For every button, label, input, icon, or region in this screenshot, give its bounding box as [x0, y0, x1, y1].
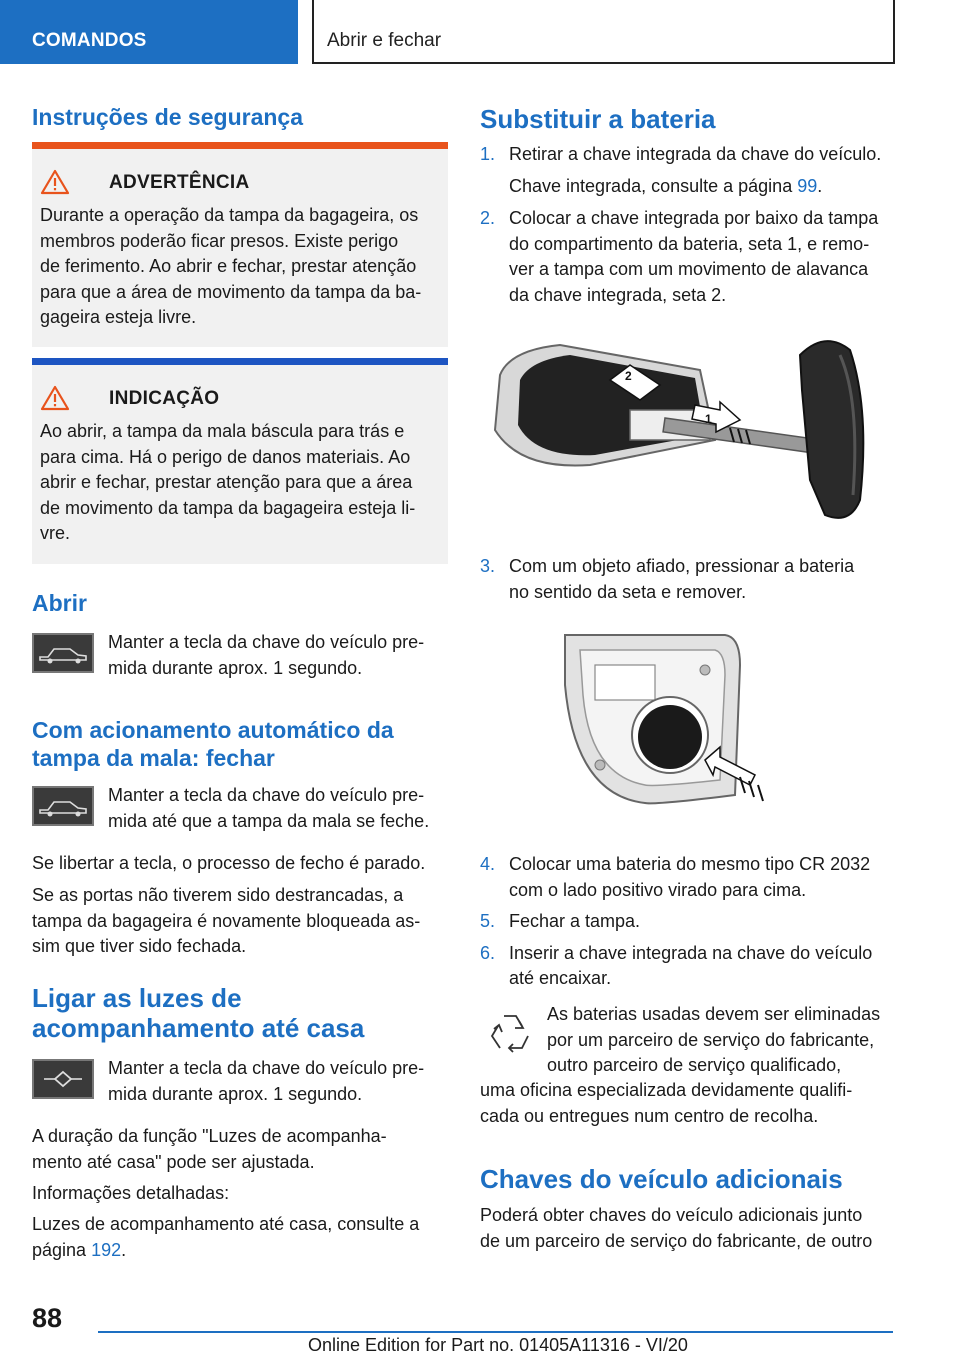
notice-line: para cima. Há o perigo de danos materiais. Ao [40, 446, 411, 467]
auto-line: Manter a tecla da chave do veículo pre- [108, 785, 425, 805]
details-label: Informações detalhadas: [32, 1183, 230, 1203]
warning-line: para que a área de movimento da tampa da ba- [40, 281, 422, 302]
duration-line: mento até casa" pode ser ajustada. [32, 1151, 315, 1172]
warning-line: membros poderão ficar presos. Existe perigo [40, 230, 399, 251]
lights-line: mida durante aprox. 1 segundo. [108, 1083, 363, 1104]
footer-divider [98, 1331, 893, 1333]
open-line: Manter a tecla da chave do veículo pre- [108, 632, 425, 652]
recycle-line: uma oficina especializada devidamente qualifi- [480, 1080, 853, 1100]
auto-close-text [108, 783, 448, 834]
step-number: 3. [480, 556, 496, 576]
notice-text [40, 419, 450, 547]
extra-keys-heading: Chaves do veículo adicionais [480, 1164, 843, 1194]
doors-line: sim que tiver sido fechada. [32, 936, 247, 956]
step-item [480, 941, 900, 992]
details-line: Luzes de acompanhamento até casa, consulte a [32, 1214, 420, 1234]
notice-line: abrir e fechar, prestar atenção para que a área [40, 472, 413, 492]
warning-line: de ferimento. Ao abrir e fechar, prestar atenção [40, 256, 417, 276]
notice-line: Ao abrir, a tampa da mala báscula para trás e [40, 421, 405, 441]
key-figure-1 [480, 330, 890, 530]
warning-box [32, 142, 448, 347]
page-link-99[interactable]: 99 [797, 176, 818, 196]
warning-line: gageira esteja livre. [40, 307, 197, 327]
extra-keys-line: Poderá obter chaves do veículo adicionais junto [480, 1205, 863, 1225]
step-line: no sentido da seta e remover. [509, 581, 747, 602]
details-suffix: . [121, 1239, 127, 1260]
step1-sub [509, 174, 822, 200]
details-text [32, 1212, 452, 1263]
recycle-text-indented [547, 1002, 907, 1079]
safety-heading: Instruções de segurança [32, 104, 303, 130]
auto-heading-line: Com acionamento automático da [32, 717, 394, 743]
recycle-icon [484, 1008, 536, 1060]
recycle-text-full [480, 1078, 900, 1129]
details-prefix: página [32, 1239, 92, 1260]
step-line: Colocar a chave integrada por baixo da tampa [509, 208, 879, 228]
auto-close-heading [32, 716, 394, 772]
auto-line: mida até que a tampa da mala se feche. [108, 810, 430, 831]
step-item [480, 142, 900, 168]
notice-title: INDICAÇÃO [109, 388, 220, 409]
battery-heading: Substituir a bateria [480, 104, 716, 134]
lights-text [108, 1056, 448, 1107]
header-title: Abrir e fechar [327, 30, 442, 51]
step-item [480, 909, 900, 935]
duration-text [32, 1124, 452, 1175]
step-line: ver a tampa com um movimento de alavanca [509, 259, 869, 279]
footer-edition: Online Edition for Part no. 01405A11316 - VI/20 [308, 1335, 688, 1355]
warning-line: Durante a operação da tampa da bagageira, os [40, 205, 419, 225]
step-line: com o lado positivo virado para cima. [509, 879, 807, 900]
fig1-label-1: 1 [705, 412, 712, 426]
steps-list-a [480, 142, 900, 168]
steps-list-c [480, 554, 900, 605]
warning-triangle-icon [40, 169, 70, 195]
step-line: Inserir a chave integrada na chave do veículo [509, 942, 873, 963]
auto-heading-line: tampa da mala: fechar [32, 745, 275, 771]
step-line: Colocar uma bateria do mesmo tipo CR 2032 [509, 854, 871, 874]
fig1-label-2: 2 [625, 369, 632, 383]
step-item [480, 852, 900, 903]
notice-line: de movimento da tampa da bagageira esteja li- [40, 497, 416, 518]
lights-line: Manter a tecla da chave do veículo pre- [108, 1058, 425, 1078]
doors-line: tampa da bagageira é novamente bloqueada as- [32, 910, 421, 931]
duration-line: A duração da função "Luzes de acompanha- [32, 1126, 387, 1146]
notice-box [32, 358, 448, 564]
header-title-box [312, 0, 895, 64]
doors-text [32, 883, 452, 960]
car-trunk-icon [34, 635, 92, 671]
lights-heading-line: Ligar as luzes de [32, 983, 242, 1013]
notice-line: vre. [40, 523, 71, 543]
page-number: 88 [32, 1303, 63, 1333]
diamond-icon [34, 1061, 92, 1097]
tailgate-key-button [32, 633, 94, 673]
lights-heading [32, 983, 364, 1043]
step-line: até encaixar. [509, 968, 612, 988]
step-item [480, 554, 900, 605]
recycle-line: por um parceiro de serviço do fabricante, [547, 1029, 875, 1050]
lights-key-button [32, 1059, 94, 1099]
section-label: COMANDOS [32, 30, 147, 51]
step-number: 5. [480, 911, 496, 931]
recycle-line: As baterias usadas devem ser eliminadas [547, 1004, 881, 1024]
extra-keys-text [480, 1203, 900, 1254]
step1-sub-prefix: Chave integrada, consulte a página [509, 176, 798, 196]
battery-figure [555, 625, 785, 810]
step-number: 2. [480, 208, 496, 228]
lights-heading-line: acompanhamento até casa [32, 1013, 365, 1043]
step-number: 6. [480, 942, 496, 963]
steps-list-b [480, 206, 900, 308]
step-text: Retirar a chave integrada da chave do veículo. [509, 144, 882, 164]
tailgate-key-button-2 [32, 786, 94, 826]
step1-sub-suffix: . [817, 176, 823, 196]
step-item [480, 206, 900, 308]
warning-bar [32, 142, 448, 149]
extra-keys-line: de um parceiro de serviço do fabricante, de outro [480, 1230, 873, 1251]
step-number: 4. [480, 854, 496, 874]
step-line: da chave integrada, seta 2. [509, 284, 727, 305]
doors-line: Se as portas não tiverem sido destrancadas, a [32, 885, 404, 905]
notice-triangle-icon [40, 385, 70, 411]
page-link-192[interactable]: 192 [91, 1239, 122, 1260]
recycle-line: outro parceiro de serviço qualificado, [547, 1055, 842, 1075]
step-line: Fechar a tampa. [509, 911, 641, 931]
open-line: mida durante aprox. 1 segundo. [108, 657, 363, 678]
step-line: Com um objeto afiado, pressionar a bateria [509, 556, 855, 576]
open-text [108, 630, 448, 681]
warning-title: ADVERTÊNCIA [109, 172, 250, 193]
notice-bar [32, 358, 448, 365]
car-trunk-icon [34, 788, 92, 824]
details-line [32, 1238, 452, 1264]
release-text: Se libertar a tecla, o processo de fecho é parado. [32, 853, 426, 873]
section-tab [0, 0, 298, 64]
step-line: do compartimento da bateria, seta 1, e remo- [509, 233, 870, 254]
recycle-line: cada ou entregues num centro de recolha. [480, 1105, 819, 1126]
open-heading: Abrir [32, 590, 87, 616]
steps-list-d [480, 852, 900, 992]
warning-text [40, 203, 450, 331]
step-number: 1. [480, 144, 496, 164]
